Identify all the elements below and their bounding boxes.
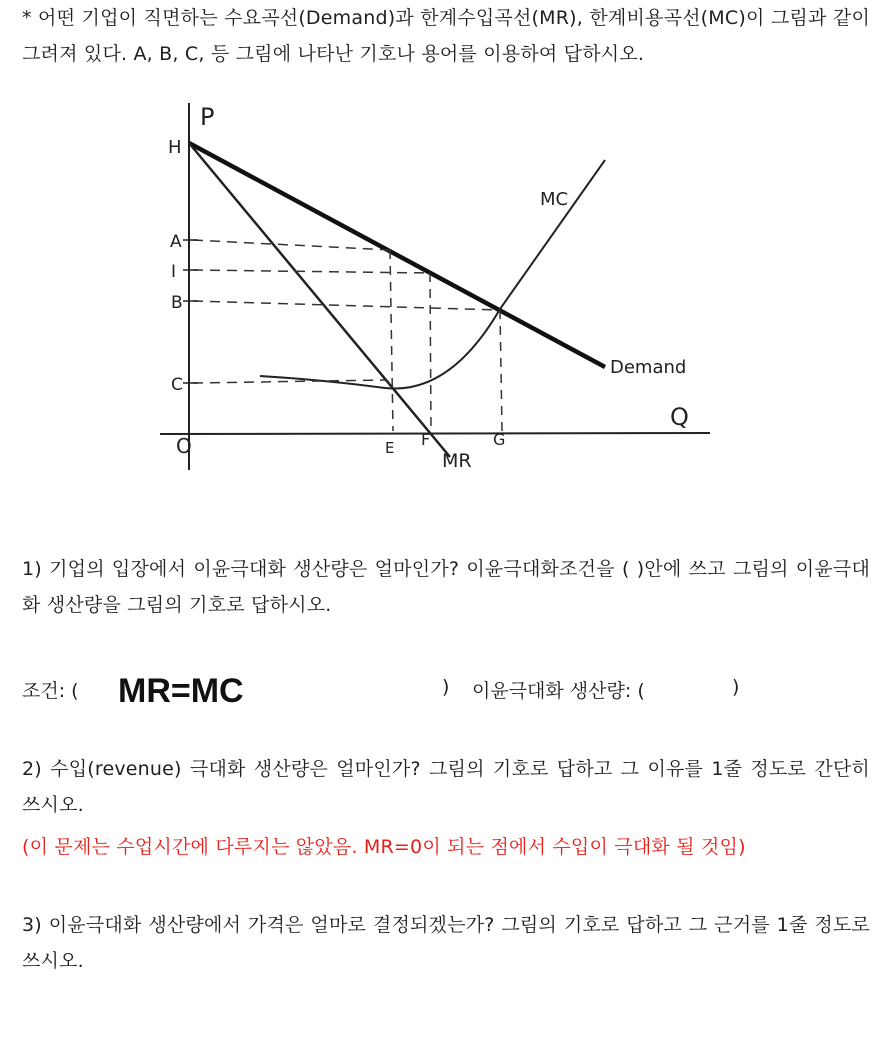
label-a: A bbox=[170, 232, 182, 252]
label-mr: MR bbox=[442, 450, 472, 472]
label-b: B bbox=[171, 293, 183, 313]
label-g: G bbox=[493, 430, 506, 449]
dash-g bbox=[500, 310, 502, 431]
label-i: I bbox=[171, 262, 177, 282]
label-p: P bbox=[200, 103, 215, 131]
dash-f bbox=[430, 273, 431, 431]
question-2-note: (이 문제는 수업시간에 다루지는 않았음. MR=0이 되는 점에서 수입이 극대화 될 것임) bbox=[22, 836, 746, 858]
condition-label: 조건: ( bbox=[22, 680, 79, 702]
q-axis bbox=[160, 433, 710, 434]
dash-b bbox=[193, 301, 500, 310]
question-3-text: 3) 이윤극대화 생산량에서 가격은 얼마로 결정되겠는가? 그림의 기호로 답하고 그 근거를 1줄 정도로 쓰시오. bbox=[22, 914, 870, 972]
question-1-answer-row bbox=[22, 674, 870, 718]
label-q: Q bbox=[670, 403, 689, 431]
label-h: H bbox=[168, 137, 182, 158]
intro-text: * 어떤 기업이 직면하는 수요곡선(Demand)과 한계수입곡선(MR), 한계비용곡선(MC)이 그림과 같이 그려져 있다. A, B, C, 등 그림에 나타난 기호나 용어를 이용하여 답하시오. bbox=[22, 7, 870, 65]
dash-e bbox=[390, 250, 393, 431]
dash-c bbox=[193, 380, 385, 383]
label-f: F bbox=[421, 430, 431, 449]
dash-i bbox=[193, 270, 430, 273]
economics-graph bbox=[150, 95, 730, 485]
question-2-text: 2) 수입(revenue) 극대화 생산량은 얼마인가? 그림의 기호로 답하고 그 이유를 1줄 정도로 간단히 쓰시오. bbox=[22, 758, 870, 816]
quantity-close: ) bbox=[732, 676, 740, 698]
label-demand: Demand bbox=[610, 357, 687, 378]
label-mc: MC bbox=[540, 189, 569, 210]
demand-curve bbox=[189, 143, 605, 367]
label-e: E bbox=[385, 439, 395, 457]
label-o: O bbox=[176, 434, 192, 458]
dash-a bbox=[193, 240, 390, 250]
condition-close: ) bbox=[442, 676, 450, 698]
mr-curve bbox=[189, 143, 450, 457]
question-1-text: 1) 기업의 입장에서 이윤극대화 생산량은 얼마인가? 이윤극대화조건을 ( )안에 쓰고 그림의 이윤극대화 생산량을 그림의 기호로 답하시오. bbox=[22, 558, 870, 616]
label-c: C bbox=[171, 375, 183, 395]
quantity-label: 이윤극대화 생산량: ( bbox=[472, 680, 645, 702]
condition-answer[interactable]: MR=MC bbox=[118, 672, 244, 710]
